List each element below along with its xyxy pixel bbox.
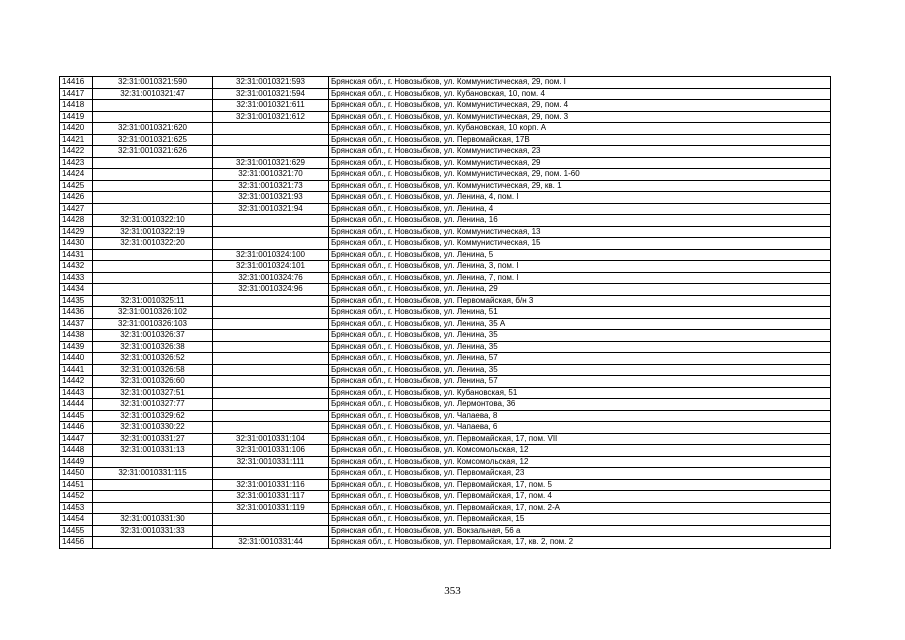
object-cadastral-number-cell: [213, 399, 329, 411]
row-number-cell: 14416: [60, 77, 93, 89]
object-cadastral-number-cell: 32:31:0010321:612: [213, 111, 329, 123]
row-number-cell: 14439: [60, 341, 93, 353]
object-cadastral-number-cell: 32:31:0010324:96: [213, 284, 329, 296]
land-cadastral-number-cell: [93, 456, 213, 468]
land-cadastral-number-cell: 32:31:0010326:60: [93, 376, 213, 388]
row-number-cell: 14445: [60, 410, 93, 422]
object-cadastral-number-cell: [213, 318, 329, 330]
address-cell: Брянская обл., г. Новозыбков, ул. Ленина, 16: [329, 215, 831, 227]
address-cell: Брянская обл., г. Новозыбков, ул. Комсомольская, 12: [329, 445, 831, 457]
row-number-cell: 14446: [60, 422, 93, 434]
land-cadastral-number-cell: 32:31:0010326:52: [93, 353, 213, 365]
row-number-cell: 14447: [60, 433, 93, 445]
object-cadastral-number-cell: 32:31:0010331:116: [213, 479, 329, 491]
land-cadastral-number-cell: [93, 272, 213, 284]
land-cadastral-number-cell: 32:31:0010325:11: [93, 295, 213, 307]
table-row: [60, 537, 831, 549]
land-cadastral-number-cell: [93, 157, 213, 169]
address-cell: Брянская обл., г. Новозыбков, ул. Ленина, 4, пом. I: [329, 192, 831, 204]
address-cell: Брянская обл., г. Новозыбков, ул. Первомайская, б/н 3: [329, 295, 831, 307]
address-cell: Брянская обл., г. Новозыбков, ул. Комсомольская, 12: [329, 456, 831, 468]
address-cell: Брянская обл., г. Новозыбков, ул. Кубановская, 51: [329, 387, 831, 399]
table-row: [60, 468, 831, 480]
land-cadastral-number-cell: 32:31:0010326:38: [93, 341, 213, 353]
address-cell: Брянская обл., г. Новозыбков, ул. Коммунистическая, 13: [329, 226, 831, 238]
table-row: [60, 226, 831, 238]
address-cell: Брянская обл., г. Новозыбков, ул. Лермонтова, 36: [329, 399, 831, 411]
land-cadastral-number-cell: 32:31:0010331:13: [93, 445, 213, 457]
land-cadastral-number-cell: 32:31:0010322:10: [93, 215, 213, 227]
land-cadastral-number-cell: [93, 169, 213, 181]
land-cadastral-number-cell: 32:31:0010331:33: [93, 525, 213, 537]
row-number-cell: 14422: [60, 146, 93, 158]
address-cell: Брянская обл., г. Новозыбков, ул. Ленина, 3, пом. I: [329, 261, 831, 273]
address-cell: Брянская обл., г. Новозыбков, ул. Ленина, 51: [329, 307, 831, 319]
land-cadastral-number-cell: 32:31:0010326:102: [93, 307, 213, 319]
land-cadastral-number-cell: 32:31:0010331:30: [93, 514, 213, 526]
land-cadastral-number-cell: 32:31:0010331:27: [93, 433, 213, 445]
address-cell: Брянская обл., г. Новозыбков, ул. Первомайская, 15: [329, 514, 831, 526]
land-cadastral-number-cell: [93, 261, 213, 273]
page-number: 353: [444, 585, 461, 597]
object-cadastral-number-cell: 32:31:0010331:104: [213, 433, 329, 445]
row-number-cell: 14455: [60, 525, 93, 537]
address-cell: Брянская обл., г. Новозыбков, ул. Коммунистическая, 29, кв. 1: [329, 180, 831, 192]
table-row: [60, 491, 831, 503]
row-number-cell: 14420: [60, 123, 93, 135]
land-cadastral-number-cell: 32:31:0010321:590: [93, 77, 213, 89]
row-number-cell: 14453: [60, 502, 93, 514]
land-cadastral-number-cell: 32:31:0010321:620: [93, 123, 213, 135]
row-number-cell: 14432: [60, 261, 93, 273]
table-row: [60, 422, 831, 434]
object-cadastral-number-cell: 32:31:0010324:76: [213, 272, 329, 284]
land-cadastral-number-cell: [93, 180, 213, 192]
object-cadastral-number-cell: [213, 226, 329, 238]
row-number-cell: 14426: [60, 192, 93, 204]
table-row: [60, 238, 831, 250]
address-cell: Брянская обл., г. Новозыбков, ул. Чапаева, 8: [329, 410, 831, 422]
object-cadastral-number-cell: [213, 387, 329, 399]
row-number-cell: 14436: [60, 307, 93, 319]
object-cadastral-number-cell: 32:31:0010321:629: [213, 157, 329, 169]
object-cadastral-number-cell: [213, 123, 329, 135]
object-cadastral-number-cell: [213, 134, 329, 146]
table-row: [60, 525, 831, 537]
object-cadastral-number-cell: [213, 376, 329, 388]
table-row: [60, 249, 831, 261]
row-number-cell: 14425: [60, 180, 93, 192]
land-cadastral-number-cell: 32:31:0010321:625: [93, 134, 213, 146]
row-number-cell: 14452: [60, 491, 93, 503]
row-number-cell: 14427: [60, 203, 93, 215]
land-cadastral-number-cell: 32:31:0010321:626: [93, 146, 213, 158]
address-cell: Брянская обл., г. Новозыбков, ул. Ленина, 57: [329, 353, 831, 365]
land-cadastral-number-cell: [93, 100, 213, 112]
address-cell: Брянская обл., г. Новозыбков, ул. Ленина, 5: [329, 249, 831, 261]
table-row: [60, 169, 831, 181]
object-cadastral-number-cell: [213, 468, 329, 480]
table-row: [60, 364, 831, 376]
land-cadastral-number-cell: 32:31:0010329:62: [93, 410, 213, 422]
row-number-cell: 14448: [60, 445, 93, 457]
table-row: [60, 284, 831, 296]
table-row: [60, 307, 831, 319]
table-row: [60, 410, 831, 422]
land-cadastral-number-cell: 32:31:0010327:51: [93, 387, 213, 399]
object-cadastral-number-cell: 32:31:0010321:94: [213, 203, 329, 215]
land-cadastral-number-cell: 32:31:0010326:103: [93, 318, 213, 330]
row-number-cell: 14440: [60, 353, 93, 365]
object-cadastral-number-cell: 32:31:0010331:117: [213, 491, 329, 503]
object-cadastral-number-cell: [213, 353, 329, 365]
address-cell: Брянская обл., г. Новозыбков, ул. Ленина, 7, пом. I: [329, 272, 831, 284]
row-number-cell: 14449: [60, 456, 93, 468]
row-number-cell: 14429: [60, 226, 93, 238]
row-number-cell: 14433: [60, 272, 93, 284]
address-cell: Брянская обл., г. Новозыбков, ул. Коммунистическая, 29, пом. I: [329, 77, 831, 89]
object-cadastral-number-cell: [213, 146, 329, 158]
row-number-cell: 14431: [60, 249, 93, 261]
object-cadastral-number-cell: [213, 525, 329, 537]
table-row: [60, 272, 831, 284]
object-cadastral-number-cell: 32:31:0010321:70: [213, 169, 329, 181]
object-cadastral-number-cell: [213, 238, 329, 250]
land-cadastral-number-cell: 32:31:0010327:77: [93, 399, 213, 411]
object-cadastral-number-cell: 32:31:0010331:44: [213, 537, 329, 549]
address-cell: Брянская обл., г. Новозыбков, ул. Вокзальная, 56 а: [329, 525, 831, 537]
table-row: [60, 88, 831, 100]
table-row: [60, 123, 831, 135]
object-cadastral-number-cell: [213, 514, 329, 526]
row-number-cell: 14454: [60, 514, 93, 526]
address-cell: Брянская обл., г. Новозыбков, ул. Коммунистическая, 15: [329, 238, 831, 250]
land-cadastral-number-cell: [93, 479, 213, 491]
address-cell: Брянская обл., г. Новозыбков, ул. Первомайская, 17, кв. 2, пом. 2: [329, 537, 831, 549]
table-row: [60, 399, 831, 411]
row-number-cell: 14419: [60, 111, 93, 123]
object-cadastral-number-cell: [213, 422, 329, 434]
table-row: [60, 215, 831, 227]
row-number-cell: 14444: [60, 399, 93, 411]
row-number-cell: 14430: [60, 238, 93, 250]
table-row: [60, 203, 831, 215]
address-cell: Брянская обл., г. Новозыбков, ул. Ленина, 35 А: [329, 318, 831, 330]
object-cadastral-number-cell: 32:31:0010331:106: [213, 445, 329, 457]
table-row: [60, 445, 831, 457]
object-cadastral-number-cell: [213, 307, 329, 319]
object-cadastral-number-cell: [213, 295, 329, 307]
table-row: [60, 100, 831, 112]
address-cell: Брянская обл., г. Новозыбков, ул. Кубановская, 10, пом. 4: [329, 88, 831, 100]
table-row: [60, 318, 831, 330]
row-number-cell: 14424: [60, 169, 93, 181]
table-row: [60, 514, 831, 526]
registry-table-body: [60, 77, 831, 549]
table-row: [60, 261, 831, 273]
row-number-cell: 14421: [60, 134, 93, 146]
object-cadastral-number-cell: [213, 341, 329, 353]
object-cadastral-number-cell: [213, 364, 329, 376]
address-cell: Брянская обл., г. Новозыбков, ул. Ленина, 57: [329, 376, 831, 388]
table-row: [60, 376, 831, 388]
land-cadastral-number-cell: [93, 249, 213, 261]
object-cadastral-number-cell: 32:31:0010321:73: [213, 180, 329, 192]
table-row: [60, 134, 831, 146]
land-cadastral-number-cell: 32:31:0010331:115: [93, 468, 213, 480]
address-cell: Брянская обл., г. Новозыбков, ул. Первомайская, 17, пом. 4: [329, 491, 831, 503]
row-number-cell: 14435: [60, 295, 93, 307]
address-cell: Брянская обл., г. Новозыбков, ул. Коммунистическая, 29, пом. 4: [329, 100, 831, 112]
address-cell: Брянская обл., г. Новозыбков, ул. Коммунистическая, 29, пом. 3: [329, 111, 831, 123]
object-cadastral-number-cell: 32:31:0010321:594: [213, 88, 329, 100]
table-row: [60, 77, 831, 89]
object-cadastral-number-cell: [213, 215, 329, 227]
table-row: [60, 157, 831, 169]
registry-table: [59, 76, 831, 549]
land-cadastral-number-cell: 32:31:0010322:20: [93, 238, 213, 250]
address-cell: Брянская обл., г. Новозыбков, ул. Первомайская, 17, пом. VII: [329, 433, 831, 445]
object-cadastral-number-cell: [213, 410, 329, 422]
address-cell: Брянская обл., г. Новозыбков, ул. Коммунистическая, 29: [329, 157, 831, 169]
land-cadastral-number-cell: 32:31:0010330:22: [93, 422, 213, 434]
address-cell: Брянская обл., г. Новозыбков, ул. Ленина, 4: [329, 203, 831, 215]
row-number-cell: 14423: [60, 157, 93, 169]
object-cadastral-number-cell: 32:31:0010331:111: [213, 456, 329, 468]
table-row: [60, 295, 831, 307]
table-row: [60, 502, 831, 514]
land-cadastral-number-cell: [93, 111, 213, 123]
row-number-cell: 14434: [60, 284, 93, 296]
land-cadastral-number-cell: 32:31:0010321:47: [93, 88, 213, 100]
object-cadastral-number-cell: 32:31:0010331:119: [213, 502, 329, 514]
row-number-cell: 14442: [60, 376, 93, 388]
row-number-cell: 14441: [60, 364, 93, 376]
object-cadastral-number-cell: 32:31:0010321:593: [213, 77, 329, 89]
land-cadastral-number-cell: [93, 491, 213, 503]
row-number-cell: 14417: [60, 88, 93, 100]
row-number-cell: 14451: [60, 479, 93, 491]
table-row: [60, 192, 831, 204]
row-number-cell: 14450: [60, 468, 93, 480]
object-cadastral-number-cell: 32:31:0010324:101: [213, 261, 329, 273]
table-row: [60, 341, 831, 353]
address-cell: Брянская обл., г. Новозыбков, ул. Первомайская, 23: [329, 468, 831, 480]
table-row: [60, 111, 831, 123]
table-row: [60, 180, 831, 192]
address-cell: Брянская обл., г. Новозыбков, ул. Ленина, 35: [329, 364, 831, 376]
row-number-cell: 14418: [60, 100, 93, 112]
address-cell: Брянская обл., г. Новозыбков, ул. Первомайская, 17, пом. 2-А: [329, 502, 831, 514]
address-cell: Брянская обл., г. Новозыбков, ул. Коммунистическая, 23: [329, 146, 831, 158]
row-number-cell: 14456: [60, 537, 93, 549]
table-row: [60, 387, 831, 399]
address-cell: Брянская обл., г. Новозыбков, ул. Ленина, 35: [329, 330, 831, 342]
object-cadastral-number-cell: 32:31:0010321:611: [213, 100, 329, 112]
object-cadastral-number-cell: 32:31:0010321:93: [213, 192, 329, 204]
land-cadastral-number-cell: [93, 192, 213, 204]
table-row: [60, 330, 831, 342]
object-cadastral-number-cell: [213, 330, 329, 342]
row-number-cell: 14428: [60, 215, 93, 227]
land-cadastral-number-cell: 32:31:0010326:58: [93, 364, 213, 376]
row-number-cell: 14443: [60, 387, 93, 399]
address-cell: Брянская обл., г. Новозыбков, ул. Ленина, 29: [329, 284, 831, 296]
table-row: [60, 353, 831, 365]
address-cell: Брянская обл., г. Новозыбков, ул. Чапаева, 6: [329, 422, 831, 434]
land-cadastral-number-cell: [93, 203, 213, 215]
land-cadastral-number-cell: [93, 284, 213, 296]
table-row: [60, 456, 831, 468]
table-row: [60, 433, 831, 445]
address-cell: Брянская обл., г. Новозыбков, ул. Коммунистическая, 29, пом. 1-60: [329, 169, 831, 181]
table-row: [60, 479, 831, 491]
row-number-cell: 14437: [60, 318, 93, 330]
address-cell: Брянская обл., г. Новозыбков, ул. Первомайская, 17В: [329, 134, 831, 146]
table-row: [60, 146, 831, 158]
land-cadastral-number-cell: 32:31:0010322:19: [93, 226, 213, 238]
object-cadastral-number-cell: 32:31:0010324:100: [213, 249, 329, 261]
land-cadastral-number-cell: [93, 502, 213, 514]
address-cell: Брянская обл., г. Новозыбков, ул. Ленина, 35: [329, 341, 831, 353]
address-cell: Брянская обл., г. Новозыбков, ул. Кубановская, 10 корп. А: [329, 123, 831, 135]
land-cadastral-number-cell: 32:31:0010326:37: [93, 330, 213, 342]
land-cadastral-number-cell: [93, 537, 213, 549]
row-number-cell: 14438: [60, 330, 93, 342]
address-cell: Брянская обл., г. Новозыбков, ул. Первомайская, 17, пом. 5: [329, 479, 831, 491]
